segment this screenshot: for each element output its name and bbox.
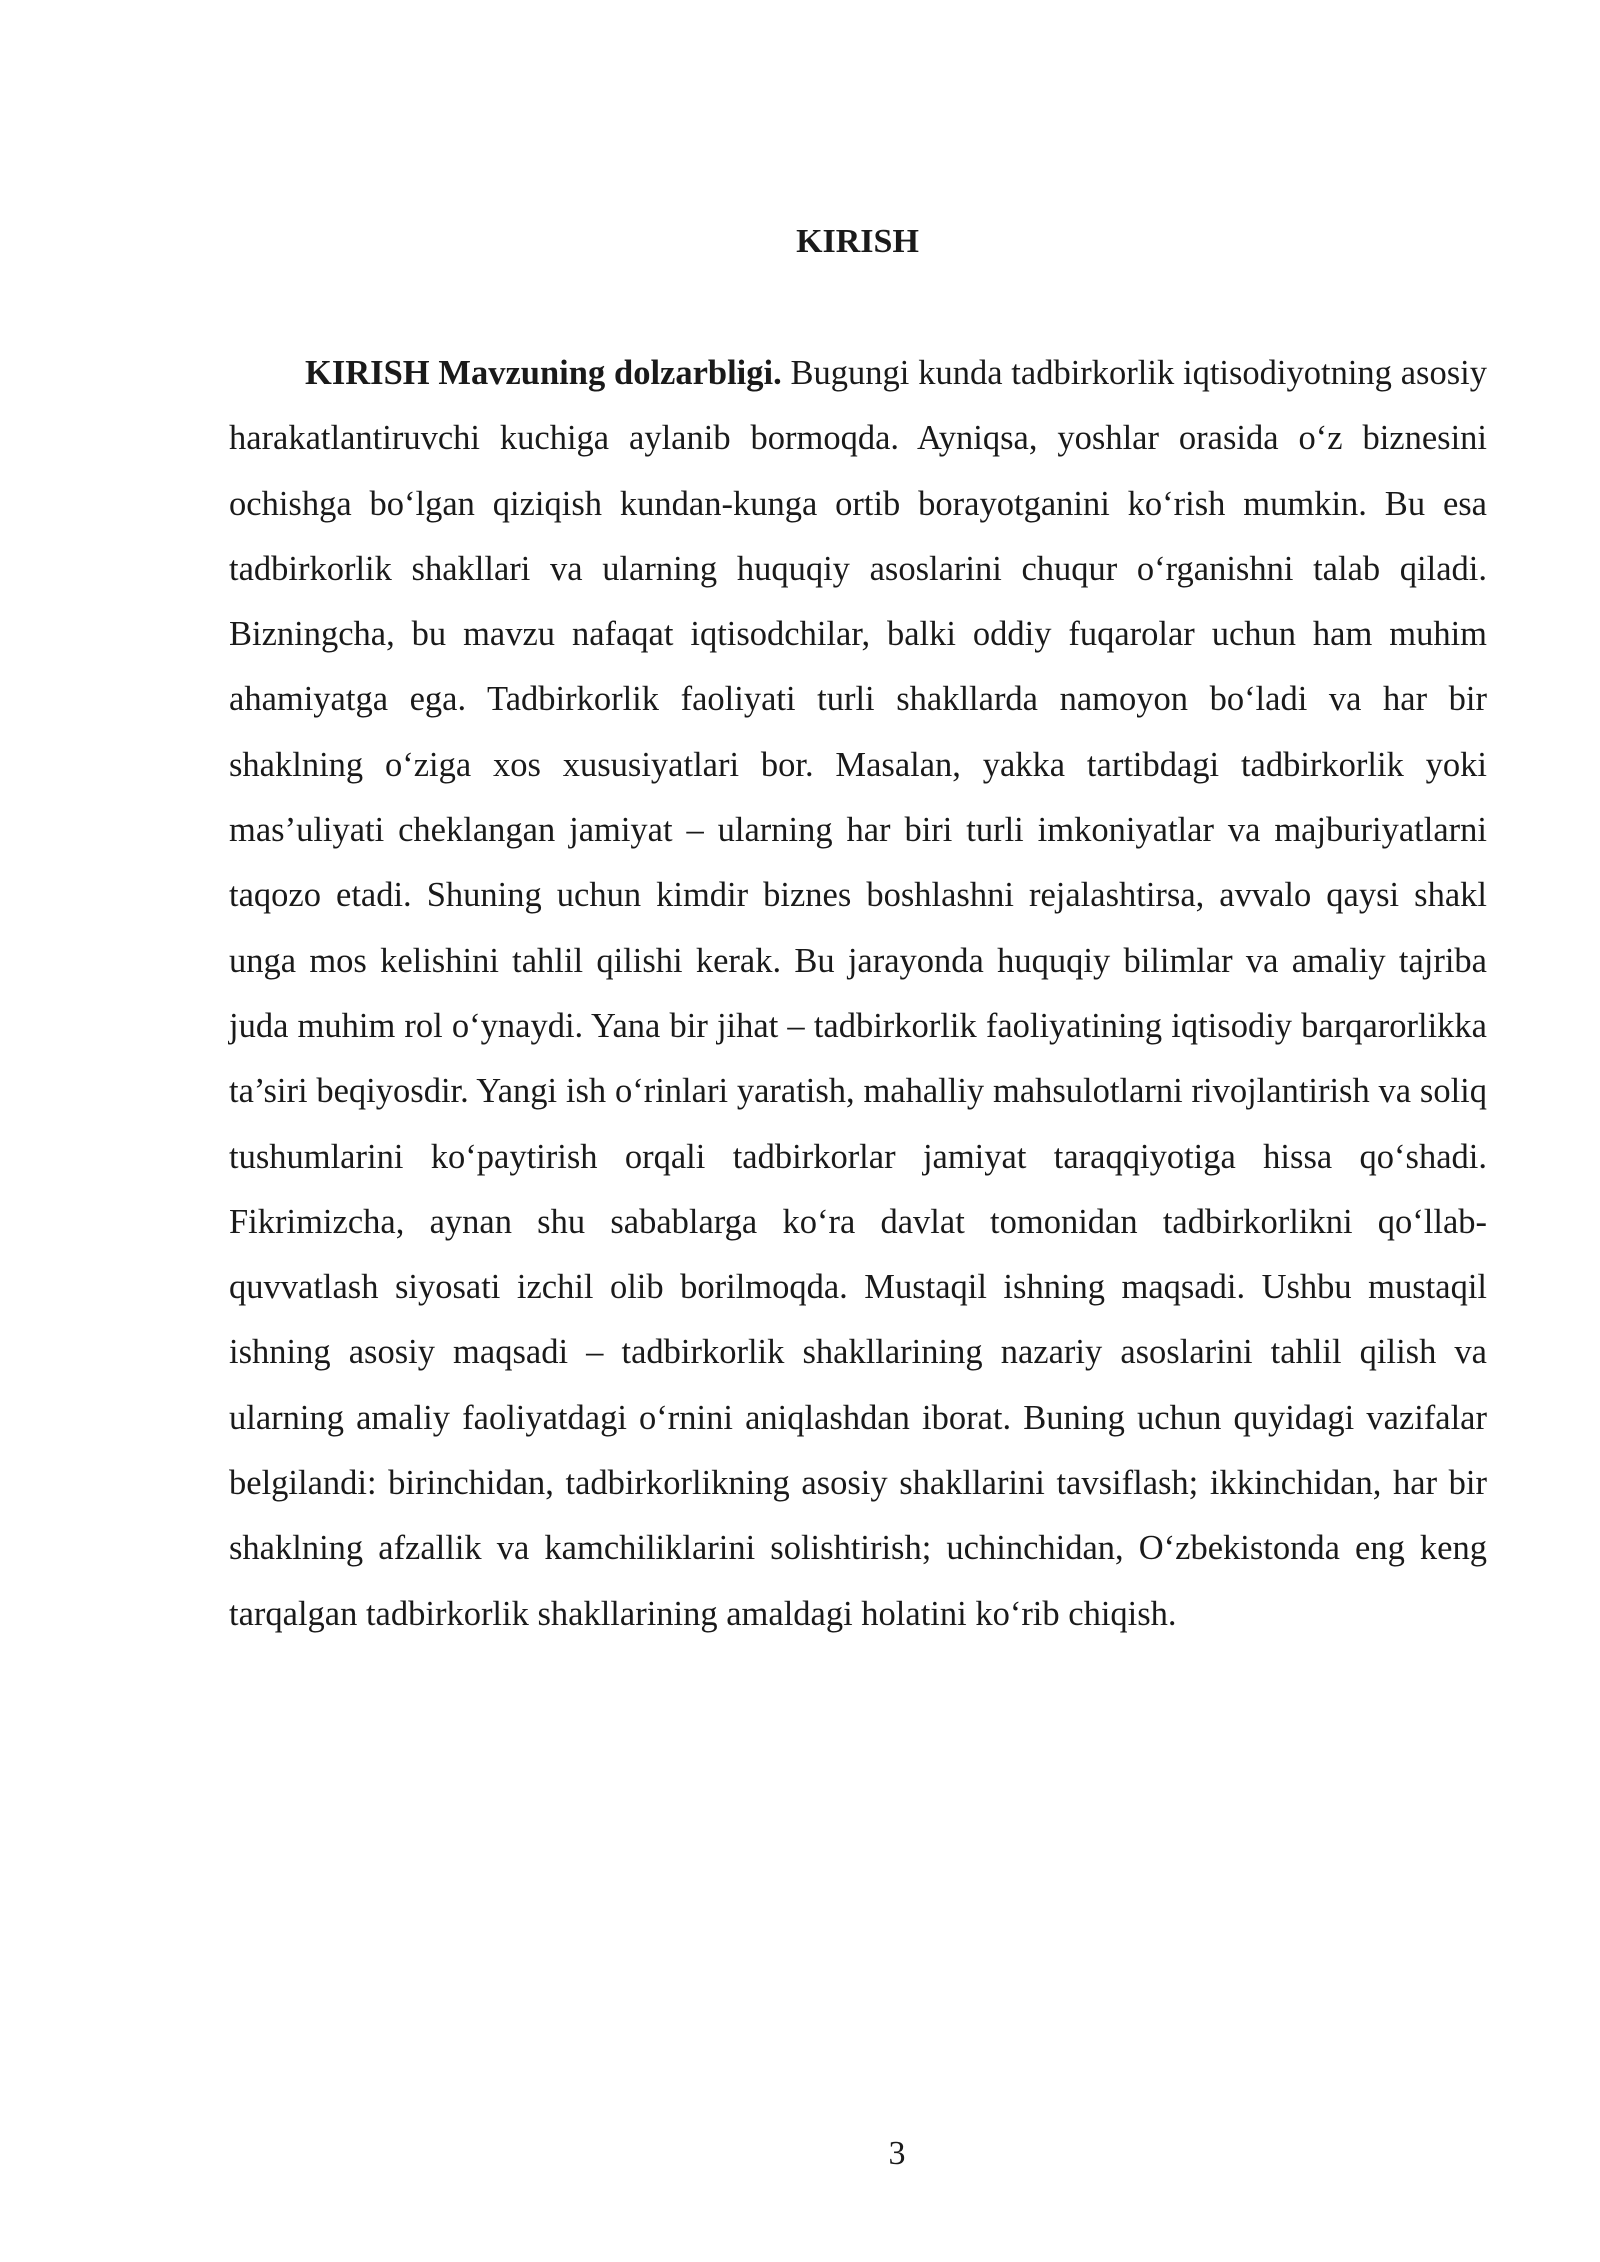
paragraph-lead: KIRISH Mavzuning dolzarbligi. (305, 354, 782, 392)
body-paragraph (229, 341, 1487, 1647)
section-heading: KIRISH (796, 223, 919, 260)
paragraph-text: Bugungi kunda tadbirkorlik iqtisodiyotning asosiy harakatlantiruvchi kuchiga aylanib bormoqda. Ayniqsa, yoshlar orasida o‘z biznesini ochishga bo‘lgan qiziqish kundan-kunga ortib borayotganini ko‘rish mumkin. Bu esa tadbirkorlik shakllari va ularning huquqiy asoslarini chuqur o‘rganishni talab qiladi. Bizningcha, bu mavzu nafaqat iqtisodchilar, balki oddiy fuqarolar uchun ham muhim ahamiyatga ega. Tadbirkorlik faoliyati turli shakllarda namoyon bo‘ladi va har bir shaklning o‘ziga xos xususiyatlari bor. Masalan, yakka tartibdagi tadbirkorlik yoki mas’uliyati cheklangan jamiyat – ularning har biri turli imkoniyatlar va majburiyatlarni taqozo etadi. Shuning uchun kimdir biznes boshlashni rejalashtirsa, avvalo qaysi shakl unga mos kelishini tahlil qilishi kerak. Bu jarayonda huquqiy bilimlar va amaliy tajriba juda muhim rol o‘ynaydi. Yana bir jihat – tadbirkorlik faoliyatining iqtisodiy barqarorlikka ta’siri beqiyosdir. Yangi ish o‘rinlari yaratish, mahalliy mahsulotlarni rivojlantirish va soliq tushumlarini ko‘paytirish orqali tadbirkorlar jamiyat taraqqiyotiga hissa qo‘shadi. Fikrimizcha, aynan shu sabablarga ko‘ra davlat tomonidan tadbirkorlikni qo‘llab-quvvatlash siyosati izchil olib borilmoqda. Mustaqil ishning maqsadi. Ushbu mustaqil ishning asosiy maqsadi – tadbirkorlik shakllarining nazariy asoslarini tahlil qilish va ularning amaliy faoliyatdagi o‘rnini aniqlashdan iborat. Buning uchun quyidagi vazifalar belgilandi: birinchidan, tadbirkorlikning asosiy shakllarini tavsiflash; ikkinchidan, har bir shaklning afzallik va kamchiliklarini solishtirish; uchinchidan, O‘zbekistonda eng keng tarqalgan tadbirkorlik shakllarining amaldagi holatini ko‘rib chiqish. (229, 354, 1487, 1633)
page-number: 3 (888, 2135, 906, 2172)
